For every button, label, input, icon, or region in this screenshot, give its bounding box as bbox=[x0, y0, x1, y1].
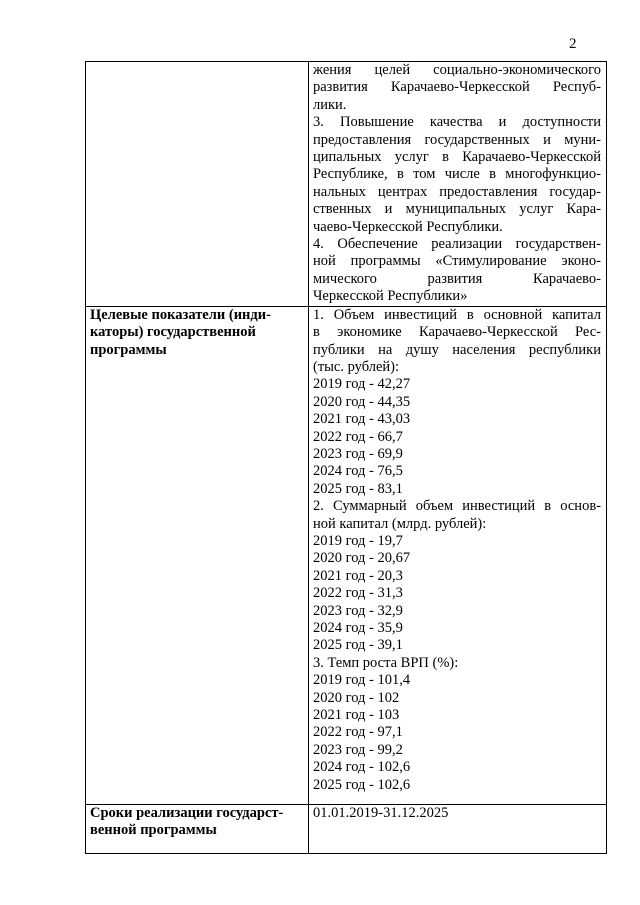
indicator-value-line: 2019 год - 42,27 bbox=[313, 376, 411, 393]
goals-text-line: лики. bbox=[313, 96, 347, 113]
terms-value-cell bbox=[309, 804, 607, 853]
goals-text-line: чаево-Черкесской Республики. bbox=[313, 218, 503, 235]
goals-value-cell bbox=[309, 62, 607, 307]
indicator-value-line: 2025 год - 83,1 bbox=[313, 480, 403, 497]
indicator-heading-line: 2. Суммарный объем инвестиций в основ- bbox=[313, 498, 601, 515]
indicator-value-line: 2022 год - 66,7 bbox=[313, 428, 403, 445]
indicator-value-line: 2021 год - 43,03 bbox=[313, 411, 411, 428]
goals-text-line: ципальных услуг в Карачаево-Черкесской bbox=[313, 149, 601, 166]
indicators-label-line: Целевые показатели (инди- bbox=[90, 306, 271, 323]
indicator-value-line: 2024 год - 102,6 bbox=[313, 759, 411, 776]
indicator-value-line: 2023 год - 69,9 bbox=[313, 445, 403, 462]
indicator-value-line: 2021 год - 20,3 bbox=[313, 567, 403, 584]
indicator-heading-line: 3. Темп роста ВРП (%): bbox=[313, 654, 459, 671]
indicators-label-line: каторы) государственной bbox=[90, 324, 256, 341]
indicator-value-line: 2023 год - 32,9 bbox=[313, 602, 403, 619]
goals-text-line: ной программы «Стимулирование эконо- bbox=[313, 253, 601, 270]
terms-label-line: Сроки реализации государст- bbox=[90, 804, 284, 821]
indicators-value-cell bbox=[309, 306, 607, 804]
indicator-value-line: 2019 год - 19,7 bbox=[313, 532, 403, 549]
goals-text-line: мического развития Карачаево- bbox=[313, 270, 601, 287]
indicators-label-cell bbox=[86, 306, 309, 804]
terms-value: 01.01.2019-31.12.2025 bbox=[313, 804, 449, 821]
goals-text-line: нальных центрах предоставления государ- bbox=[313, 183, 601, 200]
goals-text-line: Черкесской Республики» bbox=[313, 288, 468, 305]
table-row-goals bbox=[86, 62, 607, 307]
indicator-heading-line: (тыс. рублей): bbox=[313, 358, 400, 375]
indicator-value-line: 2021 год - 103 bbox=[313, 707, 400, 724]
indicator-heading-line: ной капитал (млрд. рублей): bbox=[313, 515, 487, 532]
indicator-value-line: 2020 год - 20,67 bbox=[313, 550, 411, 567]
indicators-label-line: программы bbox=[90, 341, 167, 358]
indicator-value-line: 2025 год - 39,1 bbox=[313, 637, 403, 654]
goals-text-line: 3. Повышение качества и доступности bbox=[313, 114, 601, 131]
program-passport-table bbox=[85, 61, 607, 854]
indicator-value-line: 2022 год - 97,1 bbox=[313, 724, 403, 741]
goals-text-line: развития Карачаево-Черкесской Респуб- bbox=[313, 79, 601, 96]
page-number: 2 bbox=[569, 36, 577, 52]
goals-text-line: ственных и муниципальных услуг Кара- bbox=[313, 201, 601, 218]
indicator-value-line: 2022 год - 31,3 bbox=[313, 585, 403, 602]
goals-text-line: предоставления государственных и муни- bbox=[313, 131, 601, 148]
table-row-terms bbox=[86, 804, 607, 853]
indicator-heading-line: 1. Объем инвестиций в основной капитал bbox=[313, 306, 601, 323]
goals-text-line: 4. Обеспечение реализации государствен- bbox=[313, 236, 601, 253]
indicator-value-line: 2025 год - 102,6 bbox=[313, 776, 411, 793]
indicator-value-line: 2019 год - 101,4 bbox=[313, 672, 411, 689]
indicator-heading-line: публики на душу населения республики bbox=[313, 341, 601, 358]
indicator-value-line: 2020 год - 102 bbox=[313, 689, 400, 706]
indicator-heading-line: в экономике Карачаево-Черкесской Рес- bbox=[313, 324, 601, 341]
indicator-value-line: 2020 год - 44,35 bbox=[313, 393, 411, 410]
goals-text-line: Республике, в том числе в многофункцио- bbox=[313, 166, 601, 183]
terms-label-cell bbox=[86, 804, 309, 853]
indicator-value-line: 2024 год - 76,5 bbox=[313, 463, 403, 480]
table-row-indicators bbox=[86, 306, 607, 804]
indicator-value-line: 2023 год - 99,2 bbox=[313, 741, 403, 758]
goals-label-cell bbox=[86, 62, 309, 307]
terms-label-line: венной программы bbox=[90, 822, 217, 839]
indicator-value-line: 2024 год - 35,9 bbox=[313, 620, 403, 636]
goals-text-line: жения целей социально-экономического bbox=[313, 62, 601, 78]
